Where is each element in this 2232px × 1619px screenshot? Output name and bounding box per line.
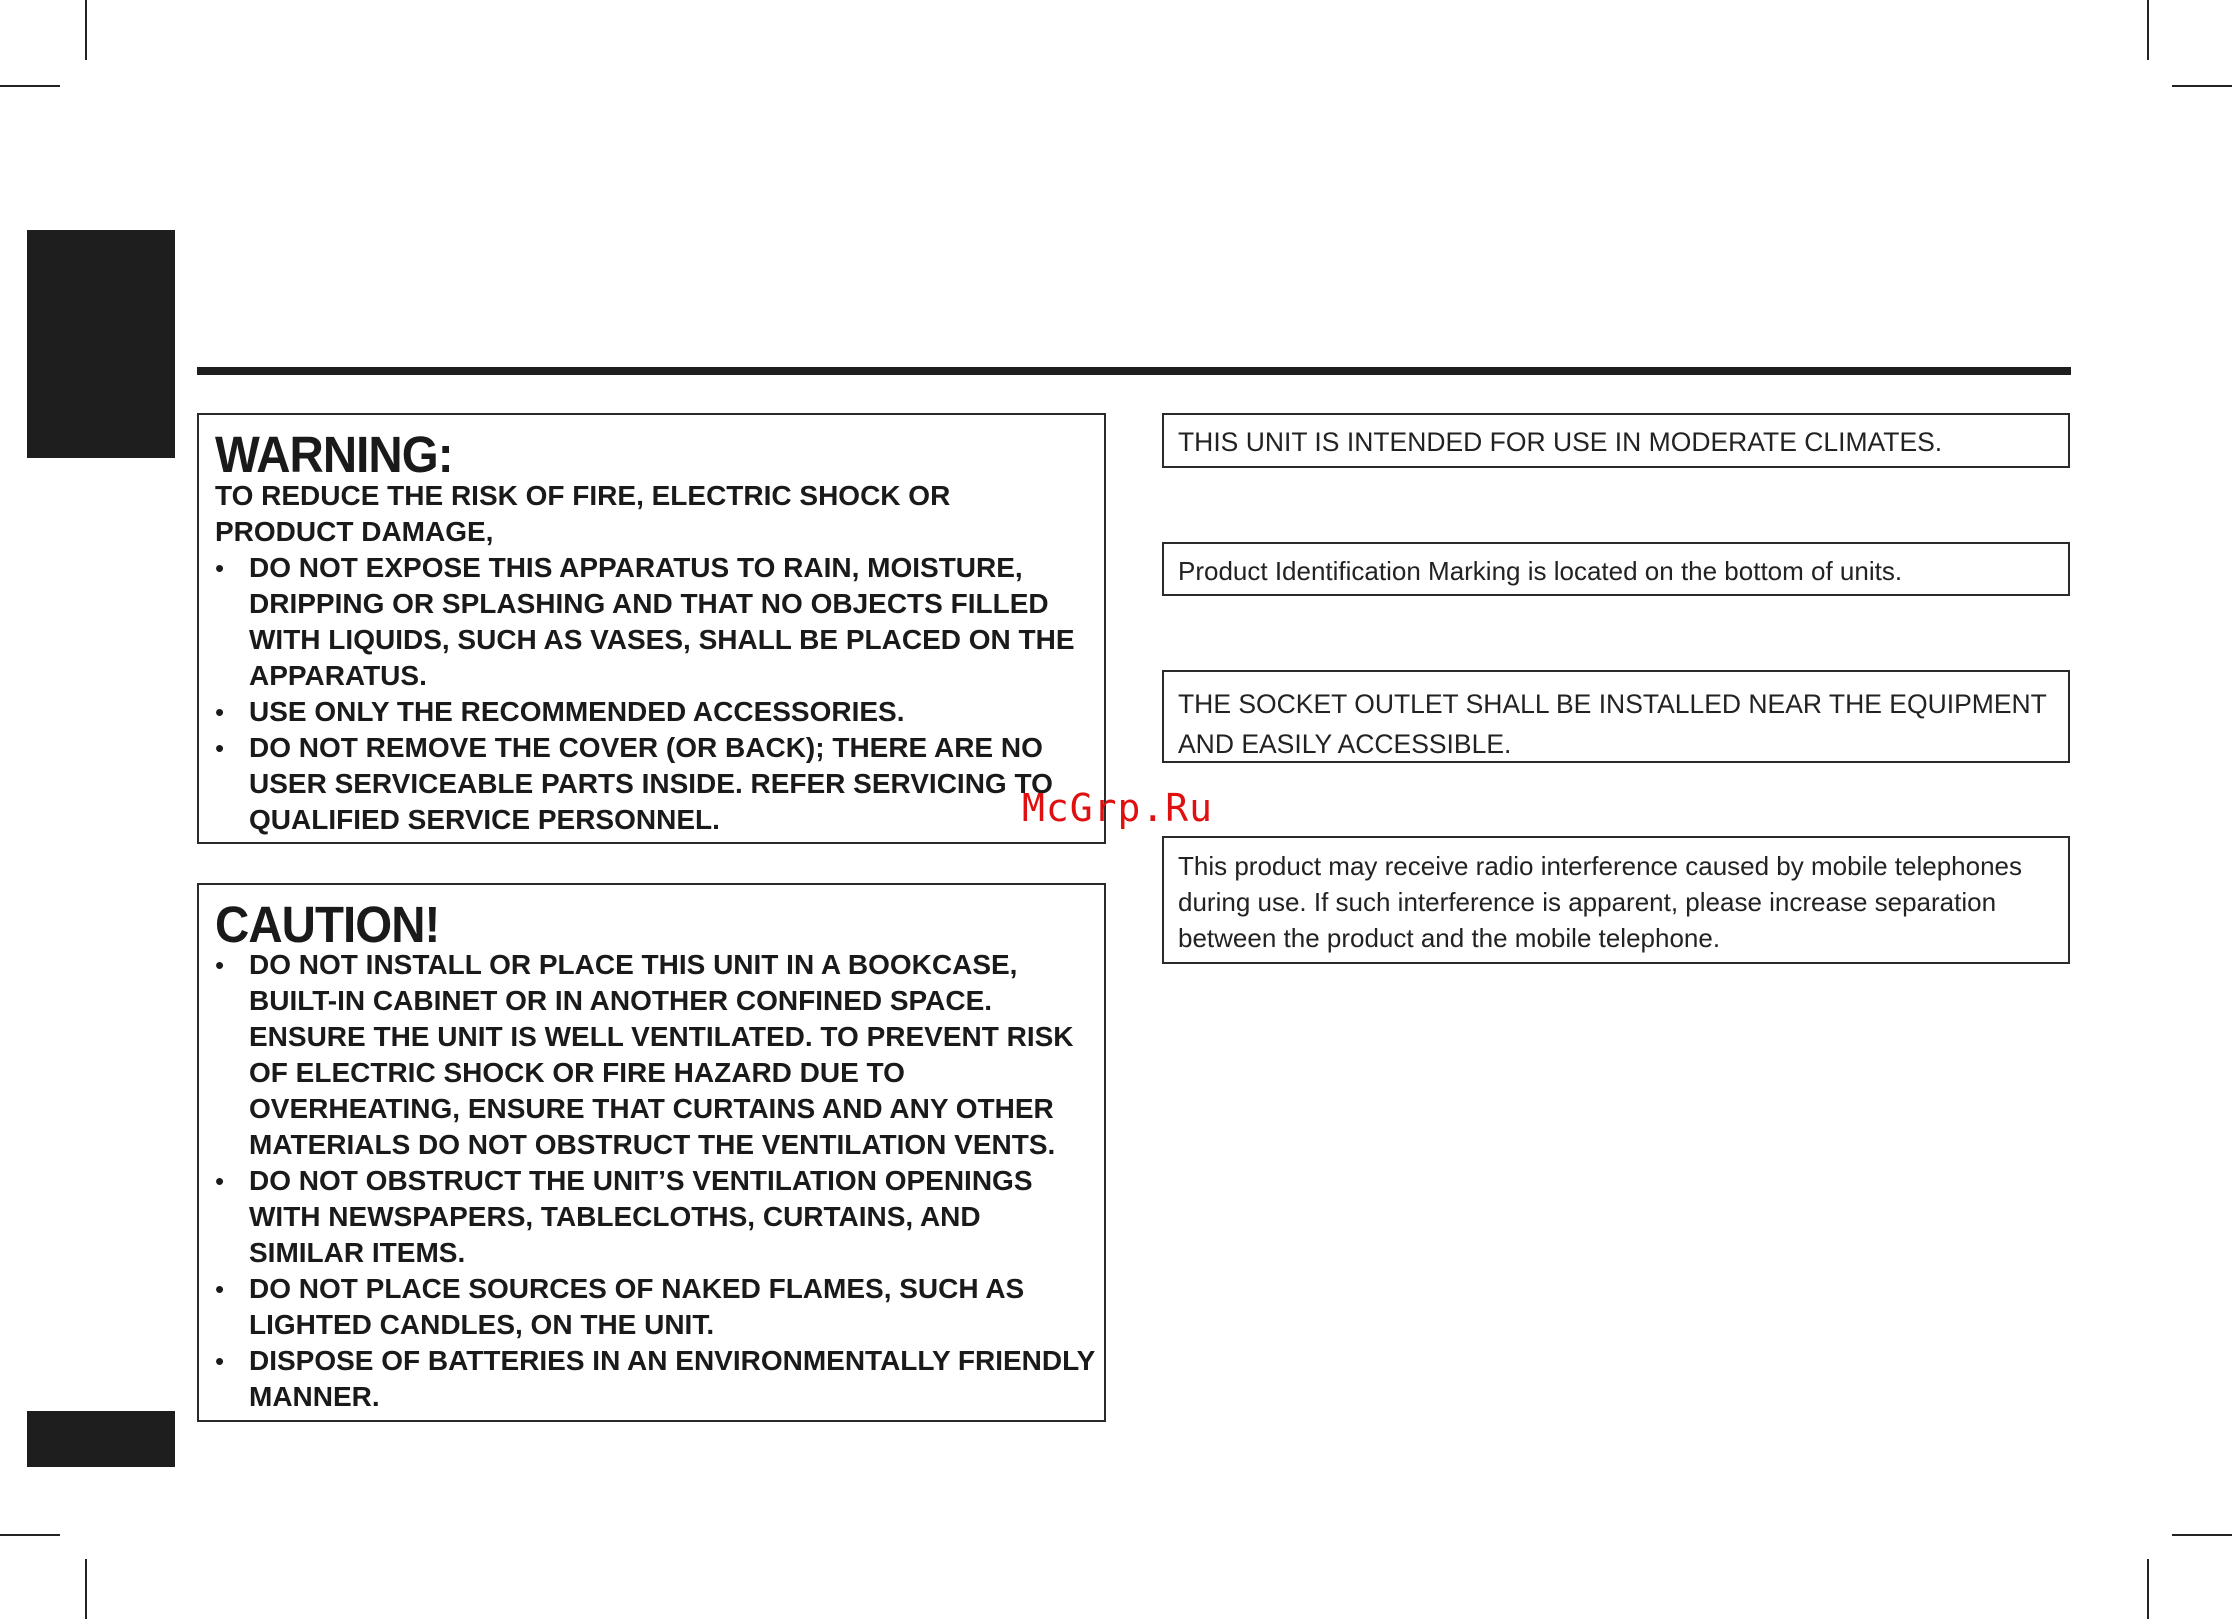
list-item (215, 1163, 1095, 1271)
warning-box (197, 413, 1106, 844)
side-tab-top (27, 230, 175, 458)
bullet: • (215, 1346, 225, 1376)
warning-item-text: USE ONLY THE RECOMMENDED ACCESSORIES. (249, 696, 905, 727)
list-item (215, 730, 1095, 838)
warning-list (215, 550, 1095, 838)
side-tab-bottom (27, 1411, 175, 1467)
crop-mark-top-right-horizontal (2172, 85, 2232, 87)
section-rule (197, 367, 2071, 375)
caution-item-text: DO NOT INSTALL OR PLACE THIS UNIT IN A BOOKCASE, BUILT-IN CABINET OR IN ANOTHER CONFINED SPACE. ENSURE THE UNIT IS WELL VENTILATED. TO PREVENT RISK OF ELECTRIC SHOCK OR FIRE HAZARD DUE TO OVERHEATING, ENSURE THAT CURTAINS AND ANY OTHER MATERIALS DO NOT OBSTRUCT THE VENTILATION VENTS. (249, 949, 1074, 1160)
crop-mark-bottom-left-horizontal (0, 1534, 60, 1536)
crop-mark-bottom-left-vertical (85, 1559, 87, 1619)
caution-item-text: DISPOSE OF BATTERIES IN AN ENVIRONMENTALLY FRIENDLY MANNER. (249, 1345, 1095, 1412)
climate-notice (1162, 413, 2070, 468)
watermark-text: McGrp.Ru (1022, 786, 1214, 830)
list-item (215, 1343, 1095, 1415)
caution-heading: CAUTION! (215, 896, 440, 953)
warning-heading: WARNING: (215, 426, 453, 483)
crop-mark-top-left-vertical (85, 0, 87, 60)
marking-notice (1162, 542, 2070, 596)
caution-box (197, 883, 1106, 1422)
interference-notice (1162, 836, 2070, 964)
bullet: • (215, 697, 225, 727)
crop-mark-top-right-vertical (2147, 0, 2149, 60)
climate-notice-text: THIS UNIT IS INTENDED FOR USE IN MODERATE CLIMATES. (1178, 427, 1943, 457)
caution-list (215, 947, 1095, 1415)
interference-notice-text: This product may receive radio interference caused by mobile telephones during use. If such interference is apparent, please increase separation between the product and the mobile telephone. (1178, 851, 2023, 953)
crop-mark-bottom-right-vertical (2147, 1559, 2149, 1619)
list-item (215, 1271, 1095, 1343)
list-item (215, 550, 1095, 694)
crop-mark-bottom-right-horizontal (2172, 1534, 2232, 1536)
bullet: • (215, 950, 225, 980)
warning-item-text: DO NOT EXPOSE THIS APPARATUS TO RAIN, MOISTURE, DRIPPING OR SPLASHING AND THAT NO OBJECTS FILLED WITH LIQUIDS, SUCH AS VASES, SHALL BE PLACED ON THE APPARATUS. (249, 552, 1075, 691)
list-item (215, 694, 1095, 730)
socket-notice-text: THE SOCKET OUTLET SHALL BE INSTALLED NEAR THE EQUIPMENT AND EASILY ACCESSIBLE. (1178, 689, 2047, 759)
caution-item-text: DO NOT PLACE SOURCES OF NAKED FLAMES, SUCH AS LIGHTED CANDLES, ON THE UNIT. (249, 1273, 1025, 1340)
bullet: • (215, 1166, 225, 1196)
socket-notice (1162, 670, 2070, 763)
warning-item-text: DO NOT REMOVE THE COVER (OR BACK); THERE ARE NO USER SERVICEABLE PARTS INSIDE. REFER SERVICING TO QUALIFIED SERVICE PERSONNEL. (249, 732, 1053, 835)
bullet: • (215, 553, 225, 583)
crop-mark-top-left-horizontal (0, 85, 60, 87)
bullet: • (215, 1274, 225, 1304)
warning-intro: TO REDUCE THE RISK OF FIRE, ELECTRIC SHOCK OR PRODUCT DAMAGE, (215, 480, 951, 547)
marking-notice-text: Product Identification Marking is located on the bottom of units. (1178, 556, 1903, 586)
list-item (215, 947, 1095, 1163)
caution-item-text: DO NOT OBSTRUCT THE UNIT’S VENTILATION OPENINGS WITH NEWSPAPERS, TABLECLOTHS, CURTAINS, AND SIMILAR ITEMS. (249, 1165, 1033, 1268)
bullet: • (215, 733, 225, 763)
